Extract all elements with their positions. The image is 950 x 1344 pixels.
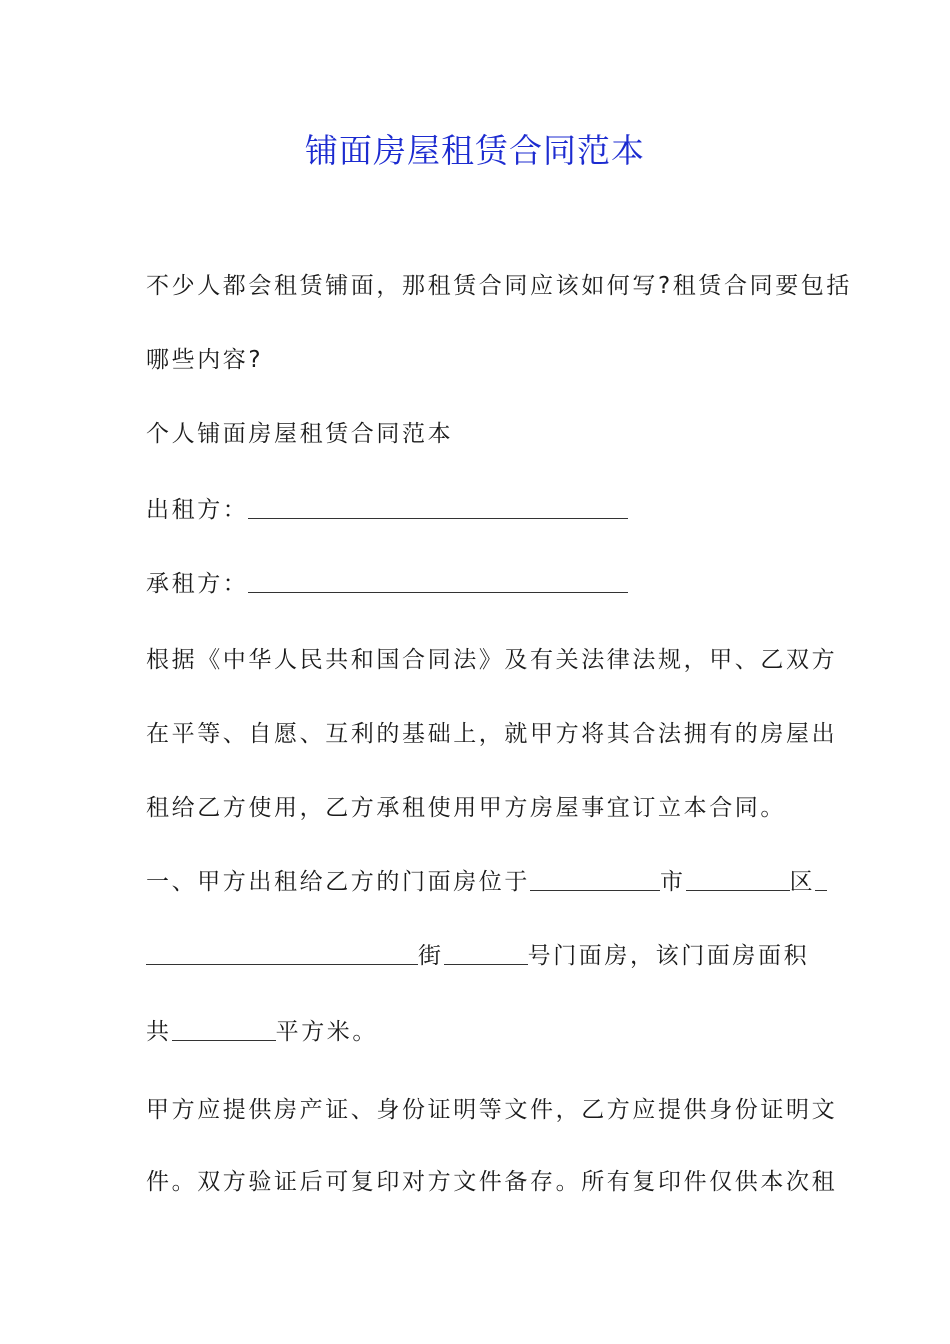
street-name-blank-line: [146, 942, 418, 965]
lessee-row: [146, 568, 826, 600]
clause1-street-label: 街: [418, 943, 444, 969]
documents-paragraph-line-1: 甲方应提供房产证、身份证明等文件，乙方应提供身份证明文: [146, 1097, 838, 1123]
district-blank-line: [686, 868, 790, 891]
clause1-line-1: [146, 866, 826, 898]
clause1-line-2: [146, 940, 826, 972]
clause1-city-label: 市: [660, 869, 686, 895]
lessor-row: [146, 494, 826, 526]
district-trailing-blank: [815, 868, 827, 891]
area-blank-line: [172, 1018, 276, 1041]
basis-paragraph-line-1: 根据《中华人民共和国合同法》及有关法律法规，甲、乙双方: [146, 647, 838, 673]
intro-paragraph-line-2: 哪些内容?: [146, 347, 264, 373]
document-title: 铺面房屋租赁合同范本: [305, 131, 645, 170]
contract-subtitle: 个人铺面房屋租赁合同范本: [146, 421, 454, 447]
clause1-total-label: 共: [146, 1019, 172, 1045]
lessee-label: 承租方：: [146, 571, 249, 597]
clause1-district-label: 区: [789, 869, 816, 895]
lessor-label: 出租方：: [146, 497, 249, 523]
street-number-blank-line: [444, 942, 528, 965]
clause1-prefix: 一、甲方出租给乙方的门面房位于: [146, 869, 530, 895]
basis-paragraph-line-2: 在平等、自愿、互利的基础上，就甲方将其合法拥有的房屋出: [146, 721, 838, 747]
lessee-blank-line: [248, 570, 628, 593]
documents-paragraph-line-2: 件。双方验证后可复印对方文件备存。所有复印件仅供本次租: [146, 1169, 838, 1195]
intro-paragraph-line-1: 不少人都会租赁铺面，那租赁合同应该如何写?租赁合同要包括: [146, 273, 853, 299]
clause1-line-3: [146, 1016, 826, 1048]
basis-paragraph-line-3: 租给乙方使用，乙方承租使用甲方房屋事宜订立本合同。: [146, 795, 786, 821]
clause1-number-label: 号门面房，该门面房面积: [527, 943, 810, 969]
clause1-unit-label: 平方米。: [275, 1019, 379, 1045]
lessor-blank-line: [248, 496, 628, 519]
city-blank-line: [530, 868, 660, 891]
